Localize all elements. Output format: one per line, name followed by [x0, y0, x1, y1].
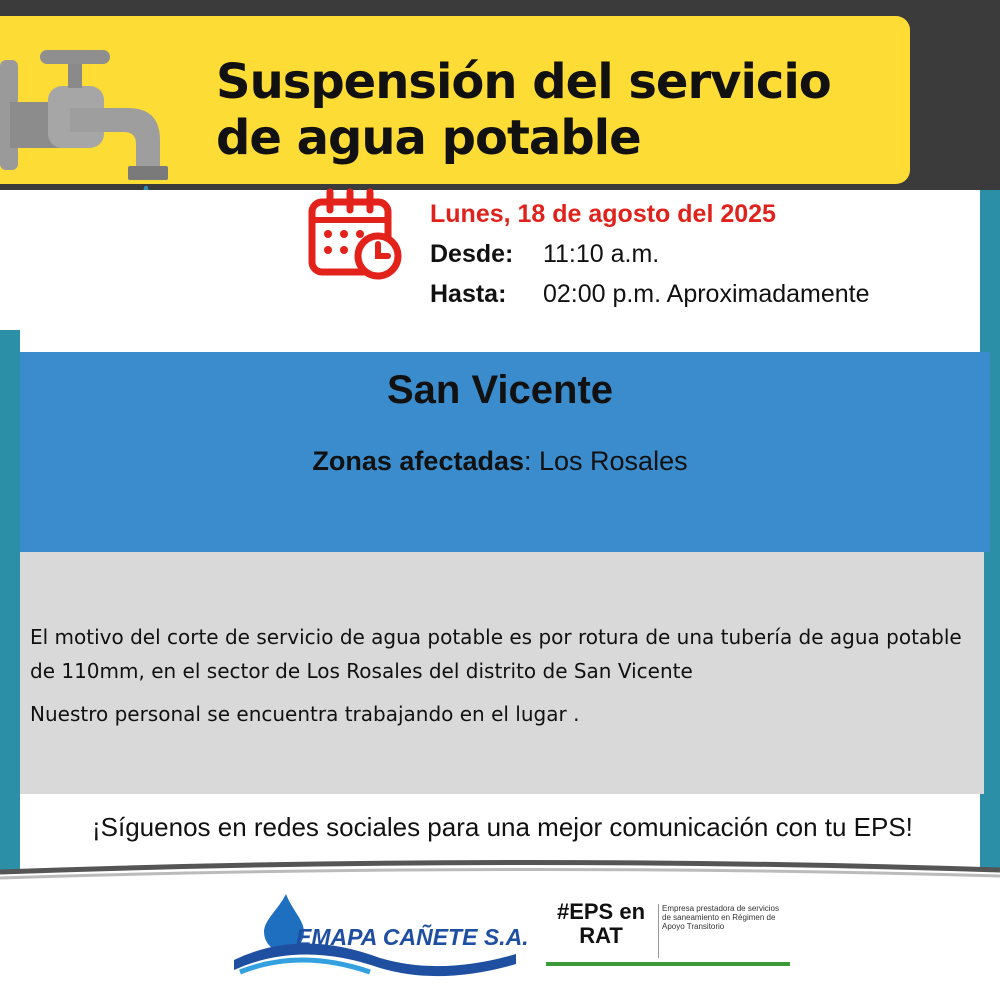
end-time-row: [430, 280, 870, 309]
faucet-icon: [0, 40, 175, 190]
affected-zones: [20, 446, 980, 477]
outage-reason: El motivo del corte de servicio de agua potable es por rotura de una tubería de agua potable de 110mm, en el sector de Los Rosales del distrito de San Vicente: [30, 625, 962, 683]
page-title: Suspensión del servicio de agua potable: [216, 54, 831, 166]
start-time-value: 11:10 a.m.: [542, 240, 660, 268]
eps-rat-description: Empresa prestadora de servicios de saneamiento en Régimen de Apoyo Transitorio: [662, 904, 779, 931]
end-time-label: Hasta:: [430, 280, 507, 308]
eps-rat-logo: [546, 900, 790, 966]
left-teal-edge: [0, 330, 20, 870]
end-time-value: 02:00 p.m. Aproximadamente: [542, 280, 870, 308]
start-time-row: [430, 240, 659, 269]
social-media-message: ¡Síguenos en redes sociales para una mejor comunicación con tu EPS!: [92, 812, 913, 842]
calendar-clock-icon: [308, 188, 404, 280]
suspension-date: Lunes, 18 de agosto del 2025: [430, 200, 776, 228]
eps-logo-divider: [658, 904, 659, 958]
emapa-logo-text: EMAPA CAÑETE S.A.: [296, 924, 529, 950]
affected-zones-label: Zonas afectadas: [312, 446, 524, 476]
start-time-label: Desde:: [430, 240, 514, 268]
crew-status: Nuestro personal se encuentra trabajando en el lugar .: [30, 702, 580, 726]
district-name: San Vicente: [386, 368, 614, 412]
affected-zones-value: : Los Rosales: [524, 446, 688, 476]
eps-rat-tag: #EPS en RAT: [556, 899, 646, 948]
footer-wave-divider: [0, 850, 1000, 890]
